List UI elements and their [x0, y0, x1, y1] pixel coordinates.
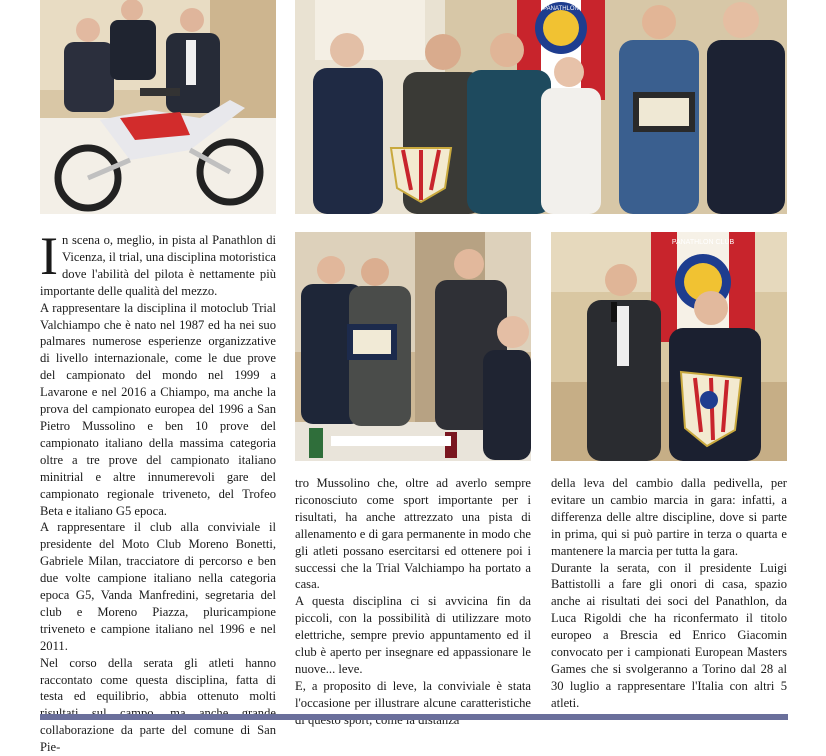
- photo-group-award-image: [295, 0, 787, 214]
- article-column-1: [40, 226, 276, 756]
- article-paragraph: E, a proposito di leve, la conviviale è stata l'occasione per illustrare alcune caratteristiche: [295, 678, 531, 710]
- article-paragraph: della leva del cambio dalla pedivella, per evitare un cambio marcia in gara: infatti, a differenza delle altre discipline, dove si parte in prima, qui si può partire in terza o quarta e mantenere la marcia per tutta la gara.: [551, 476, 787, 558]
- article-column-2: [295, 475, 531, 729]
- photo-speaker-motorbike: [40, 0, 276, 214]
- photo-plaque-presentation-image: [295, 232, 531, 461]
- photo-speaker-motorbike-image: [40, 0, 276, 214]
- photo-microphone-pennant: [551, 232, 787, 461]
- article-paragraph: A questa disciplina ci si avvicina fin da piccoli, con la possibilità di utilizzare moto elettriche, sempre previo appuntamento ed il club è aperto per insegnare ed appassionare le nuove... leve.: [295, 594, 531, 676]
- article-paragraph: Durante la serata, con il presidente Luigi Battistolli a fare gli onori di casa, spazio anche ai risultati dei soci del Panathlon, da Luca Rigoldi che ha riconfermato il titolo europeo a Brescia ed Enrico Giacomin convocato per i campionati European Masters Games che si svolgeranno a Torino dal 28 al 30 luglio a rappresentare l'Italia con altri 5 atleti.: [551, 560, 787, 710]
- article-paragraph: A rappresentare la disciplina il motoclub Trial Valchiampo che è nato nel 1987 ed ha nei suo palmares numerose esperienze organizzative di livello internazionale, come le due prove del campionato del mondo nel 1999 a Lavarone e nel 2016 a Chiampo, ma anche la prova del campionato europea del 1996 a San Pietro Mussolino e ben 10 prove del campionato italiano della massima categoria oltre a tre prove del campionato italiano minitrial e altre innumerevoli gare del campionato regionale triveneto, del Trofeo Beta e italiano G5 epoca.: [40, 300, 276, 518]
- article-paragraph: Nel corso della serata gli atleti hanno raccontato come questa disciplina, fatta di testa ed equilibrio, abbia ottenuto molti collaborazione da parte del comune di San Pie-: [40, 655, 276, 755]
- banner2-label: PANATHLON CLUB: [671, 239, 735, 246]
- banner-label: PANATHLON: [543, 6, 579, 12]
- photo-group-award: [295, 0, 787, 214]
- bottom-decorative-band: [40, 714, 788, 720]
- photo-plaque-presentation: [295, 232, 531, 461]
- paragraph-text: n scena o, meglio, in pista al Panathlon di Vicenza, il trial, una disciplina motoristica dove l'abilità del pilota è nettamente più importante delle qualità del mezzo.: [40, 233, 276, 298]
- drop-cap: I: [40, 226, 58, 286]
- article-paragraph: tro Mussolino che, oltre ad averlo sempre riconosciuto come sport importante per i risultati, ha anche attrezzato una pista di allenamento e di gara permanente in modo che gli atleti possano esercitarsi ed ottenere poi i successi che la Trial Valchiampo ha portato a casa.: [295, 476, 531, 592]
- photo-microphone-pennant-image: [551, 232, 787, 461]
- article-column-3: [551, 475, 787, 712]
- article-paragraph: A rappresentare il club alla conviviale il presidente del Moto Club Moreno Bonetti, Gabriele Milan, tracciatore di percorso e ben due volte campione italiano nella categoria epoca G5, Vanda Manfredini, segretaria del club e Moreno Piazza, pluricampione triveneto e campione italiano nel 1996 e nel 2011.: [40, 520, 276, 653]
- article-paragraph: [40, 226, 276, 300]
